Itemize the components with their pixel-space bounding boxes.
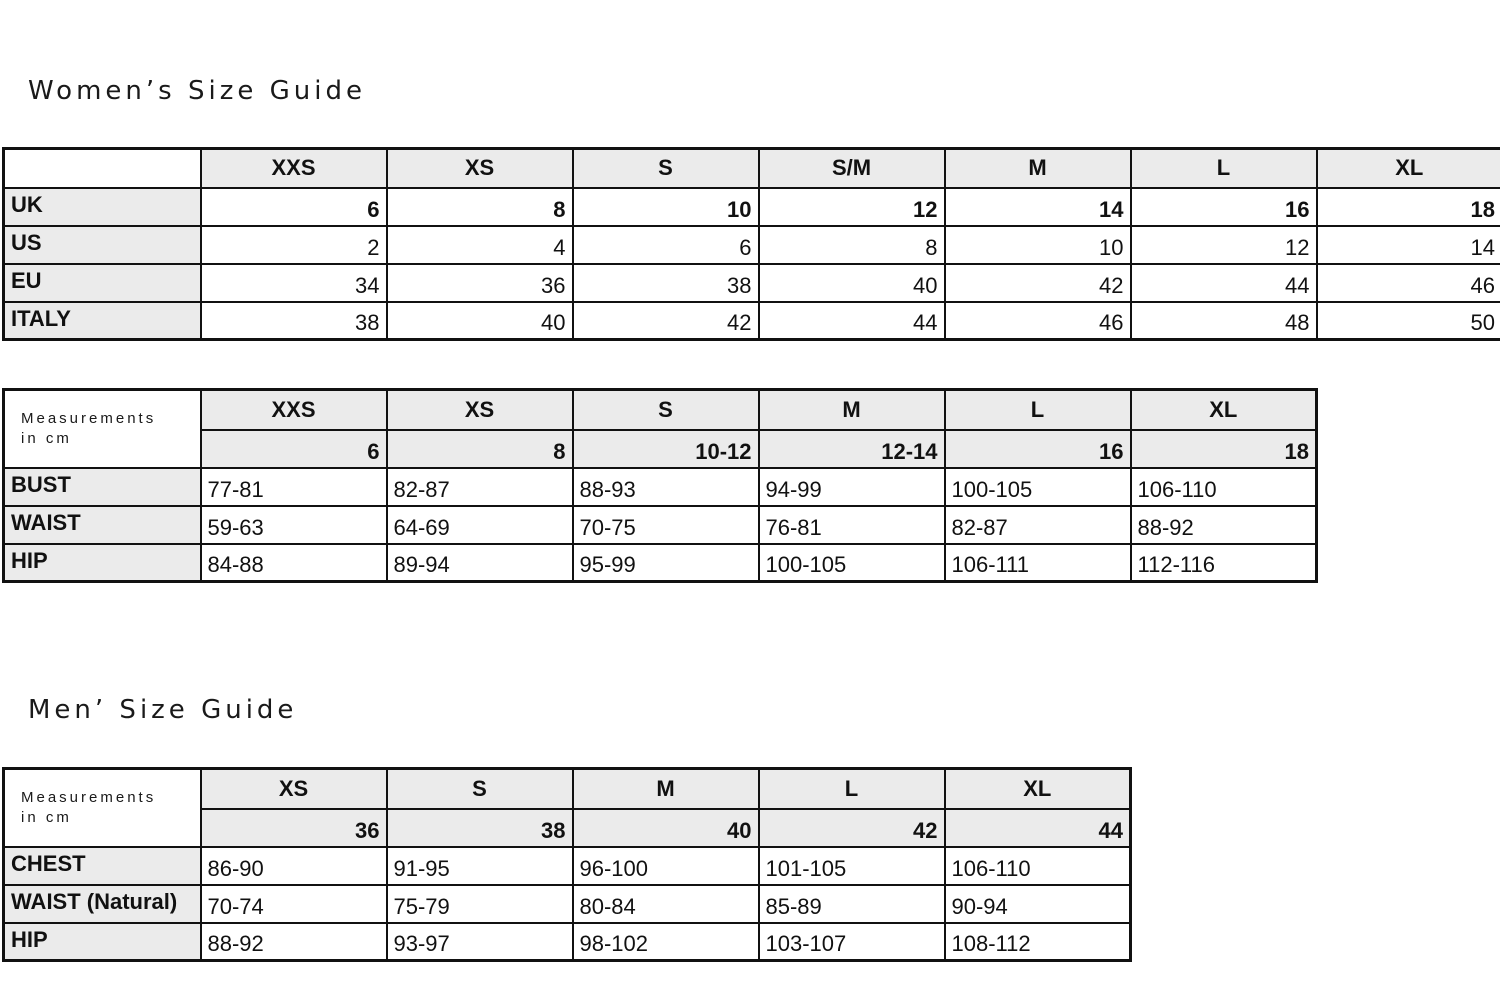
- cell-value: 4: [387, 226, 573, 264]
- cell-value: 12: [759, 188, 945, 226]
- women-size-conversion-table: [2, 147, 1500, 341]
- uk-size-header: 42: [759, 809, 945, 847]
- size-header-xxs: XXS: [201, 390, 387, 430]
- cell-value: 85-89: [759, 885, 945, 923]
- cell-value: 106-111: [945, 544, 1131, 582]
- table-row-hip: [4, 923, 1131, 961]
- cell-value: 100-105: [759, 544, 945, 582]
- size-header-xl: XL: [1131, 390, 1317, 430]
- cell-value: 42: [573, 302, 759, 340]
- uk-size-header: 44: [945, 809, 1131, 847]
- cell-value: 14: [945, 188, 1131, 226]
- table-row-uk: [4, 188, 1500, 226]
- men-measurements-table: [2, 767, 1132, 962]
- size-header-xl: XL: [945, 769, 1131, 809]
- table-row-hip: [4, 544, 1317, 582]
- cell-value: 100-105: [945, 468, 1131, 506]
- row-label-eu: EU: [4, 264, 201, 302]
- size-header-xs: XS: [387, 149, 573, 188]
- row-label-waist-natural: WAIST (Natural): [4, 885, 201, 923]
- cell-value: 88-93: [573, 468, 759, 506]
- uk-size-header: 12-14: [759, 430, 945, 468]
- cell-value: 76-81: [759, 506, 945, 544]
- cell-value: 18: [1317, 188, 1500, 226]
- size-header-m: M: [573, 769, 759, 809]
- row-label-uk: UK: [4, 188, 201, 226]
- size-header-xl: XL: [1317, 149, 1500, 188]
- row-label-chest: CHEST: [4, 847, 201, 885]
- cell-value: 42: [945, 264, 1131, 302]
- size-header-row: [4, 390, 1317, 430]
- cell-value: 48: [1131, 302, 1317, 340]
- size-header-m: M: [759, 390, 945, 430]
- row-label-waist: WAIST: [4, 506, 201, 544]
- cell-value: 6: [201, 188, 387, 226]
- size-header-row: [4, 769, 1131, 809]
- cell-value: 34: [201, 264, 387, 302]
- table-row-waist-natural: [4, 885, 1131, 923]
- cell-value: 86-90: [201, 847, 387, 885]
- cell-value: 2: [201, 226, 387, 264]
- table-row-italy: [4, 302, 1500, 340]
- cell-value: 6: [573, 226, 759, 264]
- cell-value: 91-95: [387, 847, 573, 885]
- cell-value: 89-94: [387, 544, 573, 582]
- cell-value: 106-110: [1131, 468, 1317, 506]
- size-header-l: L: [945, 390, 1131, 430]
- cell-value: 108-112: [945, 923, 1131, 961]
- cell-value: 38: [573, 264, 759, 302]
- uk-size-header: 38: [387, 809, 573, 847]
- cell-value: 80-84: [573, 885, 759, 923]
- men-size-guide-title: Men’ Size Guide: [28, 695, 298, 725]
- cell-value: 36: [387, 264, 573, 302]
- measurements-label-line2: in cm: [21, 430, 72, 447]
- size-header-s: S: [573, 149, 759, 188]
- cell-value: 50: [1317, 302, 1500, 340]
- cell-value: 12: [1131, 226, 1317, 264]
- cell-value: 112-116: [1131, 544, 1317, 582]
- size-header-m: M: [945, 149, 1131, 188]
- uk-size-header: 36: [201, 809, 387, 847]
- cell-value: 96-100: [573, 847, 759, 885]
- table-row-us: [4, 226, 1500, 264]
- table-row-bust: [4, 468, 1317, 506]
- cell-value: 16: [1131, 188, 1317, 226]
- size-header-s: S: [573, 390, 759, 430]
- cell-value: 84-88: [201, 544, 387, 582]
- cell-value: 70-75: [573, 506, 759, 544]
- cell-value: 101-105: [759, 847, 945, 885]
- women-measurements-table: [2, 388, 1318, 583]
- size-header-row: [4, 149, 1500, 188]
- cell-value: 82-87: [945, 506, 1131, 544]
- size-header-s: S: [387, 769, 573, 809]
- cell-value: 40: [387, 302, 573, 340]
- size-header-xs: XS: [387, 390, 573, 430]
- cell-value: 8: [759, 226, 945, 264]
- cell-value: 8: [387, 188, 573, 226]
- size-header-s-m: S/M: [759, 149, 945, 188]
- cell-value: 40: [759, 264, 945, 302]
- size-header-xs: XS: [201, 769, 387, 809]
- cell-value: 88-92: [1131, 506, 1317, 544]
- cell-value: 94-99: [759, 468, 945, 506]
- cell-value: 59-63: [201, 506, 387, 544]
- uk-size-header-row: [4, 430, 1317, 468]
- uk-size-header: 6: [201, 430, 387, 468]
- cell-value: 64-69: [387, 506, 573, 544]
- size-header-l: L: [1131, 149, 1317, 188]
- uk-size-header: 10-12: [573, 430, 759, 468]
- cell-value: 93-97: [387, 923, 573, 961]
- row-label-us: US: [4, 226, 201, 264]
- row-label-hip: HIP: [4, 544, 201, 582]
- measurements-unit-label: [4, 769, 201, 847]
- cell-value: 82-87: [387, 468, 573, 506]
- measurements-label-line1: Measurements: [21, 789, 157, 806]
- size-header-l: L: [759, 769, 945, 809]
- uk-size-header: 40: [573, 809, 759, 847]
- cell-value: 106-110: [945, 847, 1131, 885]
- cell-value: 70-74: [201, 885, 387, 923]
- row-label-italy: ITALY: [4, 302, 201, 340]
- size-header-xxs: XXS: [201, 149, 387, 188]
- measurements-unit-label: [4, 390, 201, 468]
- cell-value: 77-81: [201, 468, 387, 506]
- cell-value: 98-102: [573, 923, 759, 961]
- cell-value: 88-92: [201, 923, 387, 961]
- cell-value: 38: [201, 302, 387, 340]
- uk-size-header: 8: [387, 430, 573, 468]
- row-label-hip: HIP: [4, 923, 201, 961]
- row-label-bust: BUST: [4, 468, 201, 506]
- cell-value: 14: [1317, 226, 1500, 264]
- women-size-guide-title: Women’s Size Guide: [28, 76, 366, 106]
- cell-value: 90-94: [945, 885, 1131, 923]
- cell-value: 75-79: [387, 885, 573, 923]
- uk-size-header: 16: [945, 430, 1131, 468]
- table-row-eu: [4, 264, 1500, 302]
- cell-value: 44: [1131, 264, 1317, 302]
- cell-value: 103-107: [759, 923, 945, 961]
- uk-size-header: 18: [1131, 430, 1317, 468]
- cell-value: 10: [945, 226, 1131, 264]
- cell-value: 95-99: [573, 544, 759, 582]
- table-row-chest: [4, 847, 1131, 885]
- cell-value: 44: [759, 302, 945, 340]
- cell-value: 46: [1317, 264, 1500, 302]
- cell-value: 46: [945, 302, 1131, 340]
- measurements-label-line1: Measurements: [21, 410, 157, 427]
- cell-value: 10: [573, 188, 759, 226]
- table-corner-cell: [4, 149, 201, 188]
- measurements-label-line2: in cm: [21, 809, 72, 826]
- table-row-waist: [4, 506, 1317, 544]
